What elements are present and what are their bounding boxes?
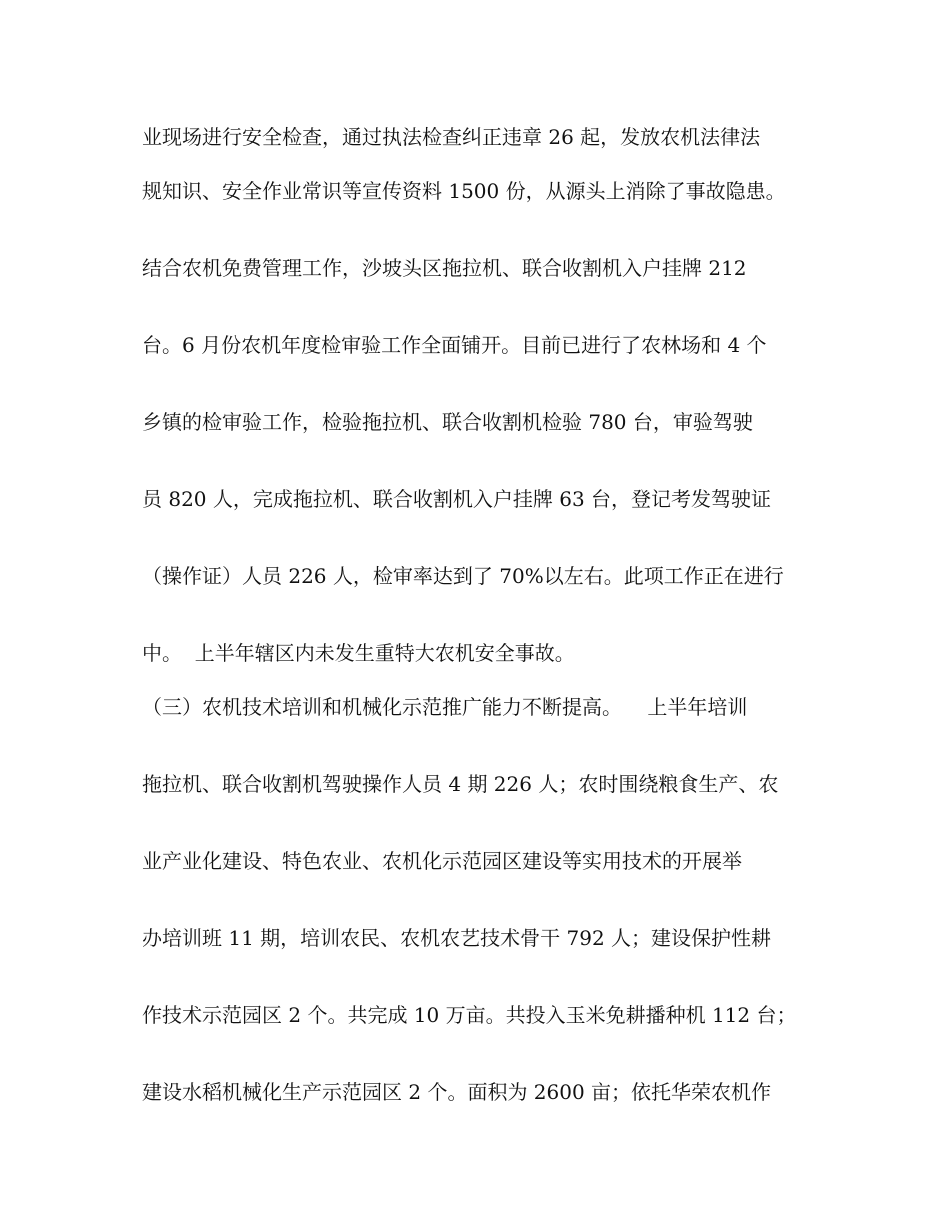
text-line-3: 结合农机免费管理工作，沙坡头区拖拉机、联合收割机入户挂牌 212 (142, 256, 747, 280)
text-line-11: 业产业化建设、特色农业、农机化示范园区建设等实用技术的开展举 (142, 849, 742, 873)
text-line-10: 拖拉机、联合收割机驾驶操作人员 4 期 226 人；农时围绕粮食生产、农 (142, 772, 779, 796)
text-line-12: 办培训班 11 期，培训农民、农机农艺技术骨干 792 人；建设保护性耕 (142, 926, 772, 950)
body-text (142, 122, 822, 1154)
text-line-14: 建设水稻机械化生产示范园区 2 个。面积为 2600 亩；依托华荣农机作 (142, 1080, 772, 1104)
text-line-6: 员 820 人，完成拖拉机、联合收割机入户挂牌 63 台，登记考发驾驶证 (142, 487, 772, 511)
text-line-4: 台。6 月份农机年度检审验工作全面铺开。目前已进行了农林场和 4 个 (142, 333, 767, 357)
text-line-9: （三）农机技术培训和机械化示范推广能力不断提高。 上半年培训 (142, 695, 748, 719)
text-line-5: 乡镇的检审验工作，检验拖拉机、联合收割机检验 780 台，审验驾驶 (142, 410, 753, 434)
text-line-7: （操作证）人员 226 人，检审率达到了 70%以左右。此项工作正在进行 (142, 564, 784, 588)
text-line-1: 业现场进行安全检查，通过执法检查纠正违章 26 起，发放农机法律法 (142, 125, 761, 149)
text-line-8: 中。 上半年辖区内未发生重特大农机安全事故。 (142, 641, 575, 665)
text-line-2: 规知识、安全作业常识等宣传资料 1500 份，从源头上消除了事故隐患。 (142, 179, 786, 203)
text-line-13: 作技术示范园区 2 个。共完成 10 万亩。共投入玉米免耕播种机 112 台； (142, 1003, 797, 1027)
